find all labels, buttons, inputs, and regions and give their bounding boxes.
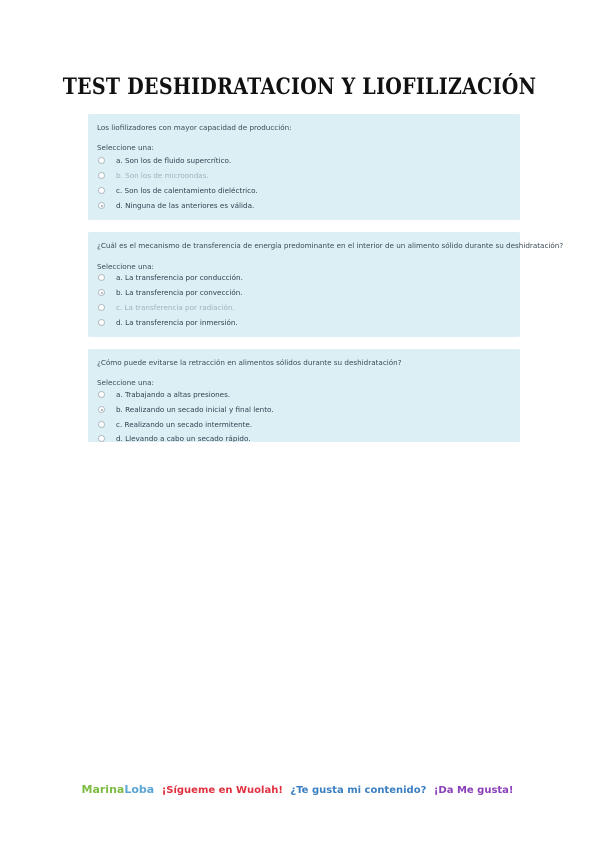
radio-selected-icon[interactable] — [98, 289, 105, 296]
radio-icon[interactable] — [98, 421, 105, 428]
question-text: ¿Cuál es el mecanismo de transferencia de energía predominante en el interior de un alimento sólido durante su deshidratación? — [97, 241, 564, 250]
select-one-label: Seleccione una: — [97, 378, 154, 387]
like-text[interactable]: ¡Da Me gusta! — [433, 785, 514, 796]
question-text: ¿Cómo puede evitarse la retracción en alimentos sólidos durante su deshidratación? — [97, 358, 402, 367]
option-c[interactable] — [98, 185, 258, 196]
option-c[interactable] — [98, 419, 252, 430]
select-one-label: Seleccione una: — [97, 262, 154, 271]
radio-icon[interactable] — [98, 435, 105, 442]
select-one-label: Seleccione una: — [97, 143, 154, 152]
option-b[interactable] — [98, 404, 274, 415]
question-card-1 — [88, 114, 520, 220]
radio-icon[interactable] — [98, 274, 105, 281]
option-label: b. Realizando un secado inicial y final lento. — [116, 405, 274, 414]
option-b[interactable] — [98, 287, 243, 298]
question-card-3 — [88, 349, 520, 442]
option-label: a. Trabajando a altas presiones. — [116, 390, 231, 399]
option-d[interactable] — [98, 433, 251, 442]
option-label: d. Ninguna de las anteriores es válida. — [116, 201, 255, 210]
footer-banner — [0, 783, 599, 796]
option-label: d. La transferencia por inmersión. — [116, 318, 238, 327]
option-d[interactable] — [98, 317, 238, 328]
radio-selected-icon[interactable] — [98, 202, 105, 209]
document-title: TEST DESHIDRATACION Y LIOFILIZACIÓN — [62, 74, 537, 100]
option-label: b. Son los de microondas. — [116, 171, 209, 180]
brand-part-2: Loba — [124, 783, 155, 796]
option-label: a. Son los de fluido supercrítico. — [116, 156, 232, 165]
option-d[interactable] — [98, 200, 254, 211]
brand-name — [82, 783, 155, 796]
radio-icon[interactable] — [98, 187, 105, 194]
option-a[interactable] — [98, 272, 243, 283]
follow-text[interactable]: ¡Sígueme en Wuolah! — [161, 785, 283, 796]
question-text: ¿Te gusta mi contenido? — [290, 785, 427, 796]
option-label: c. La transferencia por radiación. — [116, 303, 235, 312]
option-label: d. Llevando a cabo un secado rápido. — [116, 434, 251, 442]
option-a[interactable] — [98, 155, 231, 166]
radio-icon[interactable] — [98, 304, 105, 311]
option-label: c. Son los de calentamiento dieléctrico. — [116, 186, 258, 195]
option-label: c. Realizando un secado intermitente. — [116, 420, 253, 429]
radio-selected-icon[interactable] — [98, 406, 105, 413]
option-c[interactable] — [98, 302, 235, 313]
radio-icon[interactable] — [98, 319, 105, 326]
option-a[interactable] — [98, 389, 230, 400]
radio-icon[interactable] — [98, 172, 105, 179]
question-text: Los liofilizadores con mayor capacidad de producción: — [97, 123, 292, 132]
brand-part-1: Marina — [81, 783, 125, 796]
radio-icon[interactable] — [98, 391, 105, 398]
option-label: a. La transferencia por conducción. — [116, 273, 243, 282]
question-card-2 — [88, 232, 564, 337]
option-b[interactable] — [98, 170, 209, 181]
option-label: b. La transferencia por convección. — [116, 288, 243, 297]
radio-icon[interactable] — [98, 157, 105, 164]
